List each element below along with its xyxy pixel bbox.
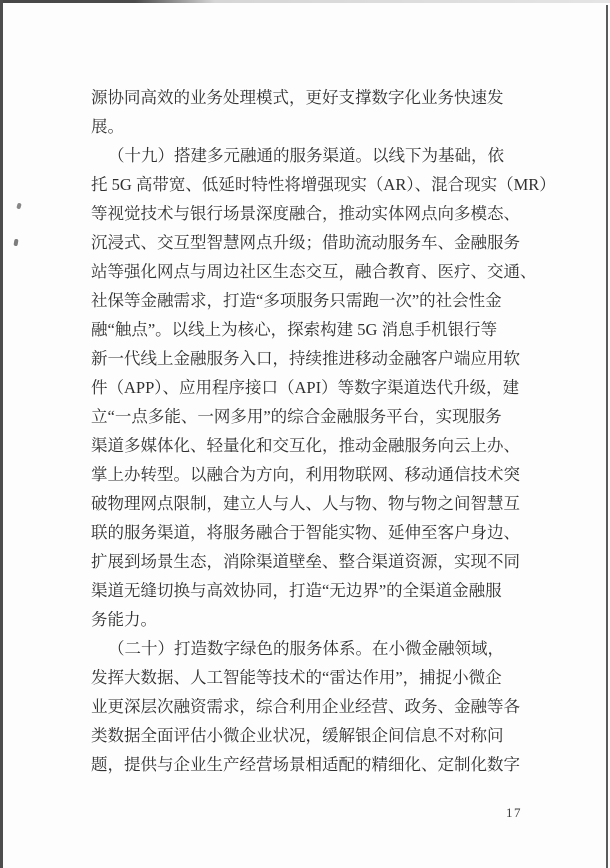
text-line: 社保等金融需求，打造“多项服务只需跑一次”的社会性金 (91, 291, 502, 310)
text-line: 发挥大数据、人工智能等技术的“雷达作用”，捕捉小微企 (91, 668, 502, 687)
text-line: 沉浸式、交互型智慧网点升级；借助流动服务车、金融服务 (91, 233, 520, 252)
text-line: 渠道多媒体化、轻量化和交互化，推动金融服务向云上办、 (91, 436, 520, 455)
text-line: 类数据全面评估小微企业状况，缓解银企间信息不对称问 (91, 726, 504, 745)
scan-speck (13, 239, 18, 247)
text-line: 掌上办转型。以融合为方向，利用物联网、移动通信技术突 (91, 465, 520, 484)
text-line: 扩展到场景生态，消除渠道壁垒、整合渠道资源，实现不同 (91, 552, 520, 571)
page-number: 17 (506, 805, 522, 820)
text-line: 展。 (91, 117, 124, 136)
text-line: 务能力。 (91, 610, 157, 629)
document-text (91, 83, 556, 779)
text-line: 联的服务渠道，将服务融合于智能实物、延伸至客户身边、 (91, 523, 520, 542)
text-line-section-19-heading: （十九）搭建多元融通的服务渠道。以线下为基础，依 (108, 146, 504, 165)
scan-edge-right (606, 5, 608, 868)
text-line: 件（APP）、应用程序接口（API）等数字渠道迭代升级，建 (91, 378, 520, 397)
text-line: 立“一点多能、一网多用”的综合金融服务平台，实现服务 (91, 407, 502, 426)
text-line: 题，提供与企业生产经营场景相适配的精细化、定制化数字 (91, 755, 520, 774)
text-line: 破物理网点限制，建立人与人、人与物、物与物之间智慧互 (91, 494, 520, 513)
scan-edge-top (0, 0, 610, 3)
scan-speck (16, 203, 21, 210)
text-line: 业更深层次融资需求，综合利用企业经营、政务、金融等各 (91, 697, 520, 716)
scan-edge-left (0, 0, 3, 868)
text-line: 渠道无缝切换与高效协同，打造“无边界”的全渠道金融服 (91, 581, 502, 600)
text-line: 托 5G 高带宽、低延时特性将增强现实（AR）、混合现实（MR） (91, 175, 556, 194)
text-line: 融“触点”。以线上为核心，探索构建 5G 消息手机银行等 (91, 320, 498, 339)
text-line: 新一代线上金融服务入口，持续推进移动金融客户端应用软 (91, 349, 520, 368)
text-line: 等视觉技术与银行场景深度融合，推动实体网点向多模态、 (91, 204, 520, 223)
text-line: 源协同高效的业务处理模式，更好支撑数字化业务快速发 (91, 88, 504, 107)
text-line-section-20-heading: （二十）打造数字绿色的服务体系。在小微金融领域， (108, 639, 504, 658)
text-line: 站等强化网点与周边社区生态交互，融合教育、医疗、交通、 (91, 262, 537, 281)
